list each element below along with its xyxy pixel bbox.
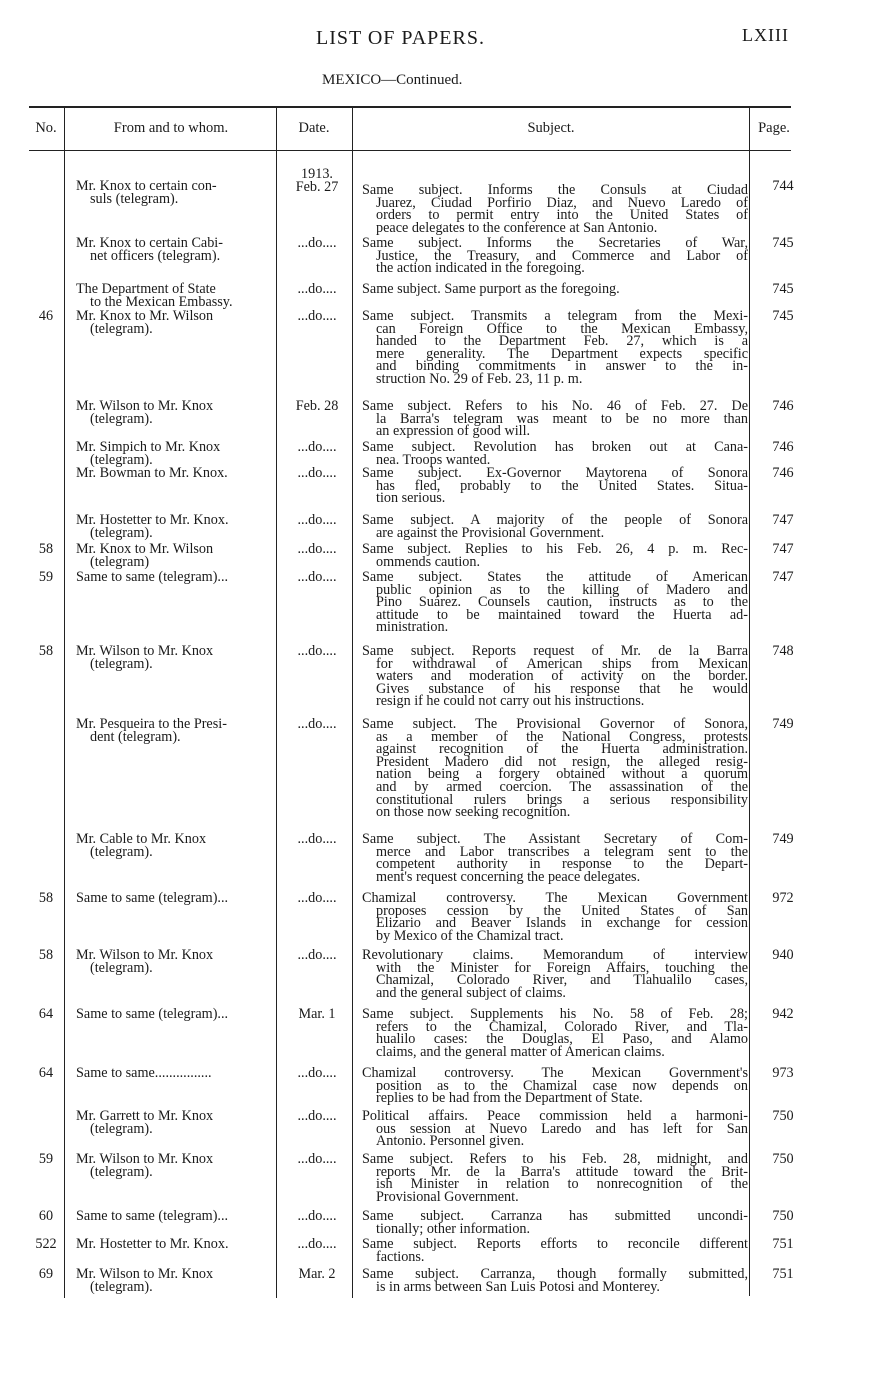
date-line: ...do.... [297,281,337,297]
subject-line: tionally; other information. [376,1220,531,1237]
page-ref: 750 [772,1151,794,1167]
date-line: Mar. 2 [298,1266,336,1282]
column-header-from-to: From and to whom. [113,120,229,136]
entry-number: 522 [35,1236,57,1252]
subject-line: with the Minister for Foreign Affairs, touching the [376,959,748,976]
date-cell [282,310,352,323]
date-cell [282,467,352,480]
date-line: ...do.... [297,439,337,455]
page-ref: 744 [772,178,794,194]
page-ref: 747 [772,512,794,528]
subject-line: ish Minister in relation to nonrecognition of the [376,1176,748,1193]
subject-line: tion serious. [376,490,446,507]
date-cell [282,1238,352,1251]
from-to-cell [76,718,276,743]
page-ref: 972 [772,890,794,906]
from-to-line: (telegram). [90,843,153,860]
date-line: Feb. 27 [295,178,339,195]
subject-line: position as to the Chamizal case now depends on [376,1077,748,1094]
subject-line: Same subject. The Assistant Secretary of Com- [362,831,748,847]
page-ref: 747 [772,569,794,585]
entry-number: 69 [38,1266,54,1282]
from-to-cell [76,467,276,480]
subject-cell [362,1110,748,1148]
from-to-cell [76,1153,276,1178]
date-cell [282,168,352,193]
subject-cell [362,400,748,438]
subject-line: Provisional Government. [376,1188,519,1205]
from-to-line: Same to same (telegram)... [76,1208,229,1224]
page-ref: 750 [772,1108,794,1124]
subject-line: la Barra's telegram was meant to be no more than [376,410,748,427]
column-divider [749,106,750,1296]
from-to-line: (telegram) [90,553,150,570]
from-to-cell [76,949,276,974]
from-to-line: Mr. Knox to certain con- [76,178,217,194]
subject-line: Political affairs. Peace commission held a harmoni- [362,1108,748,1124]
subject-line: ous session at Nuevo Laredo and has left for San [376,1120,748,1137]
page-ref: 746 [772,439,794,455]
entry-number: 59 [38,569,54,585]
subject-line: President Madero did not resign, the alleged resig- [376,753,748,770]
from-to-cell [76,1210,276,1223]
date-line: ...do.... [297,465,337,481]
from-to-cell [76,283,276,308]
column-divider [64,108,65,1298]
subject-line: Same subject. Refers to his No. 46 of Feb. 27. De [362,398,748,414]
from-to-cell [76,310,276,335]
subject-line: peace delegates to the conference at San Antonio. [376,219,658,236]
page-ref: 746 [772,398,794,414]
page-ref: 745 [772,281,794,297]
subject-cell [362,283,748,296]
from-to-cell [76,237,276,262]
subject-line: handed to the Department Feb. 27, which is a [376,333,748,350]
subject-cell [362,467,748,505]
subject-line: refers to the Chamizal, Colorado River, and Tla- [376,1018,748,1035]
entry-number: 58 [38,541,54,557]
from-to-cell [76,1067,276,1080]
subject-line: ommends caution. [376,553,481,570]
from-to-cell [76,1268,276,1293]
subject-line: and the general subject of claims. [376,984,566,1001]
subject-line: Same subject. Carranza, though formally submitted, [362,1266,748,1282]
date-line: ...do.... [297,569,337,585]
subject-cell [362,949,748,999]
page-ref: 747 [772,541,794,557]
date-line: ...do.... [297,1151,337,1167]
entry-number: 59 [38,1151,54,1167]
subject-line: nea. Troops wanted. [376,451,491,468]
subject-cell [362,514,748,539]
column-header-subject: Subject. [527,120,575,136]
subject-cell [362,441,748,466]
entry-number: 58 [38,947,54,963]
from-to-line: (telegram). [90,451,153,468]
from-to-line: (telegram). [90,1163,153,1180]
subject-cell [362,543,748,568]
subject-line: Chamizal, Colorado River, and Tlahualilo cases, [376,972,748,989]
subject-line: struction No. 29 of Feb. 23, 11 p. m. [376,370,583,387]
subject-cell [362,1153,748,1203]
from-to-cell [76,571,276,584]
subject-line: replies to be had from the Department of State. [376,1090,643,1107]
subject-line: Same subject. Informs the Secretaries of War, [362,235,748,251]
entry-number: 58 [38,890,54,906]
date-line: ...do.... [297,947,337,963]
from-to-line: Mr. Wilson to Mr. Knox [76,643,214,659]
from-to-line: Mr. Wilson to Mr. Knox [76,947,214,963]
subject-line: can Foreign Office to the Mexican Embassy, [376,320,748,337]
page-ref: 750 [772,1208,794,1224]
subject-line: for withdrawal of American ships from Mexican [376,655,748,672]
subject-line: Same subject. Ex-Governor Maytorena of Sonora [362,465,748,481]
subject-line: Juarez, Ciudad Porfirio Diaz, and Nuevo Laredo of [376,194,748,211]
subject-line: and by armed coercion. The assassination of the [376,778,748,795]
date-line: ...do.... [297,1208,337,1224]
subject-cell [362,571,748,634]
from-to-line: (telegram). [90,655,153,672]
date-line: ...do.... [297,1108,337,1124]
subject-cell [362,645,748,708]
date-cell [282,1110,352,1123]
subject-line: mere generality. The Department expects specific [376,345,748,362]
date-cell [282,283,352,296]
column-divider [352,108,353,1298]
from-to-cell [76,543,276,568]
from-to-line: Same to same (telegram)... [76,1006,229,1022]
subject-line: are against the Provisional Government. [376,524,605,541]
from-to-cell [76,892,276,905]
subject-line: as a member of the National Congress, protests [376,728,748,745]
from-to-line: Same to same................ [76,1065,212,1081]
subject-line: is in arms between San Luis Potosi and Monterey. [376,1278,660,1295]
subject-line: Antonio. Personnel given. [376,1133,525,1150]
from-to-line: (telegram). [90,1120,153,1137]
subject-line: claims, and the general matter of American claims. [376,1043,665,1060]
subject-line: competent authority in response to the Depart- [376,856,748,873]
page-number: LXIII [742,25,789,45]
date-line: ...do.... [297,716,337,732]
entry-number: 64 [38,1006,54,1022]
date-cell [282,892,352,905]
page-ref: 751 [772,1266,794,1282]
date-cell [282,571,352,584]
from-to-line: (telegram). [90,1278,153,1295]
subject-cell [362,237,748,275]
date-cell [282,543,352,556]
page-ref: 942 [772,1006,794,1022]
date-line: ...do.... [297,1065,337,1081]
subject-line: Same subject. Supplements his No. 58 of Feb. 28; [362,1006,748,1022]
subject-line: Elizario and Beaver Islands in exchange for cession [376,915,748,932]
subject-line: Same subject. The Provisional Governor of Sonora, [362,716,748,732]
from-to-line: Mr. Hostetter to Mr. Knox. [76,512,229,528]
subject-line: resign if he could not carry out his instructions. [376,693,645,710]
subject-line: by Mexico of the Chamizal tract. [376,927,564,944]
from-to-line: to the Mexican Embassy. [90,293,233,310]
from-to-line: (telegram). [90,524,153,541]
subject-line: Pino Suárez. Counsels caution, instructs as to the [376,594,748,611]
subject-line: Chamizal controversy. The Mexican Government [362,890,748,906]
section-subtitle: MEXICO—Continued. [322,72,463,88]
column-header-no: No. [35,120,57,136]
subject-line: the action indicated in the foregoing. [376,260,585,277]
from-to-line: The Department of State [76,281,216,297]
subject-line: constitutional rulers brings a serious responsibility [376,791,748,808]
subject-line: public opinion as to the killing of Madero and [376,581,748,598]
subject-line: merce and Labor transcribes a telegram sent to the [376,843,748,860]
subject-line: Justice, the Treasury, and Commerce and Labor of [376,247,748,264]
subject-line: has fled, probably to the United States. Situa- [376,477,748,494]
from-to-line: Mr. Knox to Mr. Wilson [76,308,214,324]
subject-cell [362,1210,748,1235]
subject-line: Same subject. Reports request of Mr. de la Barra [362,643,748,659]
page-ref: 748 [772,643,794,659]
subject-line: waters and moderation of activity on the border. [376,668,748,685]
from-to-line: Mr. Pesqueira to the Presi- [76,716,227,732]
from-to-cell [76,1008,276,1021]
subject-line: Same subject. Reports efforts to reconcile different [362,1236,748,1252]
subject-line: Same subject. Revolution has broken out at Cana- [362,439,748,455]
column-header-date: Date. [298,120,330,136]
subject-line: factions. [376,1248,425,1265]
page-ref: 745 [772,235,794,251]
from-to-line: (telegram). [90,410,153,427]
subject-cell [362,892,748,942]
from-to-line: Same to same (telegram)... [76,569,229,585]
subject-line: Chamizal controversy. The Mexican Government's [362,1065,748,1081]
date-line: Feb. 28 [295,398,339,414]
column-header-page: Page. [758,120,790,136]
from-to-line: Mr. Garrett to Mr. Knox [76,1108,214,1124]
table-header-rule [29,150,791,151]
date-line: ...do.... [297,541,337,557]
from-to-cell [76,180,276,205]
date-line: ...do.... [297,512,337,528]
page-ref: 973 [772,1065,794,1081]
subject-line: Revolutionary claims. Memorandum of interview [362,947,748,963]
subject-line: Same subject. Carranza has submitted uncondi- [362,1208,748,1224]
date-cell [282,1008,352,1021]
from-to-cell [76,514,276,539]
from-to-cell [76,441,276,466]
subject-line: orders to permit entry into the United States of [376,207,748,224]
subject-cell [362,184,748,234]
date-cell [282,645,352,658]
subject-line: Same subject. Informs the Consuls at Ciudad [362,182,748,198]
date-cell [282,1268,352,1281]
subject-cell [362,1067,748,1105]
subject-line: attitude to be maintained toward the Huerta ad- [376,606,748,623]
from-to-line: (telegram). [90,320,153,337]
from-to-cell [76,645,276,670]
entry-number: 60 [38,1208,54,1224]
date-line: ...do.... [297,1236,337,1252]
column-divider [276,108,277,1298]
subject-cell [362,1238,748,1263]
from-to-line: Mr. Wilson to Mr. Knox [76,398,214,414]
date-cell [282,400,352,413]
subject-cell [362,310,748,386]
page-ref: 746 [772,465,794,481]
from-to-line: Mr. Cable to Mr. Knox [76,831,207,847]
date-cell [282,949,352,962]
entry-number: 46 [38,308,54,324]
date-line: Mar. 1 [298,1006,336,1022]
from-to-line: net officers (telegram). [90,247,221,264]
from-to-line: (telegram). [90,959,153,976]
page-ref: 751 [772,1236,794,1252]
subject-line: on those now seeking recognition. [376,804,571,821]
page-ref: 749 [772,831,794,847]
subject-line: and binding commitments in answer to the in- [376,358,748,375]
from-to-line: Mr. Simpich to Mr. Knox [76,439,221,455]
page-ref: 749 [772,716,794,732]
from-to-cell [76,1110,276,1135]
table-top-rule [29,106,791,108]
subject-line: Same subject. Same purport as the foregoing. [362,281,620,297]
subject-line: ministration. [376,619,449,636]
from-to-line: Same to same (telegram)... [76,890,229,906]
subject-line: hualilo cases: the Douglas, El Paso, and Alamo [376,1031,748,1048]
date-cell [282,833,352,846]
subject-line: reports Mr. de la Barra's attitude toward the Brit- [376,1163,748,1180]
subject-cell [362,833,748,883]
subject-line: Gives substance of his response that he would [376,680,748,697]
page-ref: 745 [772,308,794,324]
from-to-line: Mr. Hostetter to Mr. Knox. [76,1236,229,1252]
from-to-cell [76,400,276,425]
from-to-line: Mr. Wilson to Mr. Knox [76,1266,214,1282]
subject-cell [362,718,748,819]
entry-number: 64 [38,1065,54,1081]
from-to-line: dent (telegram). [90,728,181,745]
date-line: ...do.... [297,831,337,847]
from-to-line: suls (telegram). [90,190,179,207]
page-title: LIST OF PAPERS. [316,27,485,49]
subject-line: Same subject. Refers to his Feb. 28, midnight, and [362,1151,748,1167]
subject-cell [362,1008,748,1058]
date-cell [282,718,352,731]
subject-line: Same subject. States the attitude of American [362,569,748,585]
from-to-line: Mr. Wilson to Mr. Knox [76,1151,214,1167]
from-to-line: Mr. Knox to Mr. Wilson [76,541,214,557]
date-line: ...do.... [297,643,337,659]
subject-line: Same subject. A majority of the people of Sonora [362,512,748,528]
page-ref: 940 [772,947,794,963]
entry-number: 58 [38,643,54,659]
date-line: ...do.... [297,235,337,251]
date-cell [282,1067,352,1080]
date-cell [282,237,352,250]
subject-line: Same subject. Replies to his Feb. 26, 4 p. m. Rec- [362,541,748,557]
date-cell [282,441,352,454]
from-to-line: Mr. Knox to certain Cabi- [76,235,223,251]
subject-cell [362,1268,748,1293]
subject-line: an expression of good will. [376,423,531,440]
subject-line: Same subject. Transmits a telegram from the Mexi- [362,308,748,324]
date-line: ...do.... [297,308,337,324]
subject-line: nation being a forgery obtained without a quorum [376,766,748,783]
date-cell [282,1153,352,1166]
from-to-line: Mr. Bowman to Mr. Knox. [76,465,228,481]
subject-line: against recognition of the Huerta administration. [376,741,748,758]
date-line: 1913. [301,166,333,182]
date-line: ...do.... [297,890,337,906]
date-cell [282,1210,352,1223]
from-to-cell [76,1238,276,1251]
subject-line: proposes cession by the United States of San [376,902,748,919]
date-cell [282,514,352,527]
from-to-cell [76,833,276,858]
subject-line: ment's request concerning the peace delegates. [376,868,641,885]
